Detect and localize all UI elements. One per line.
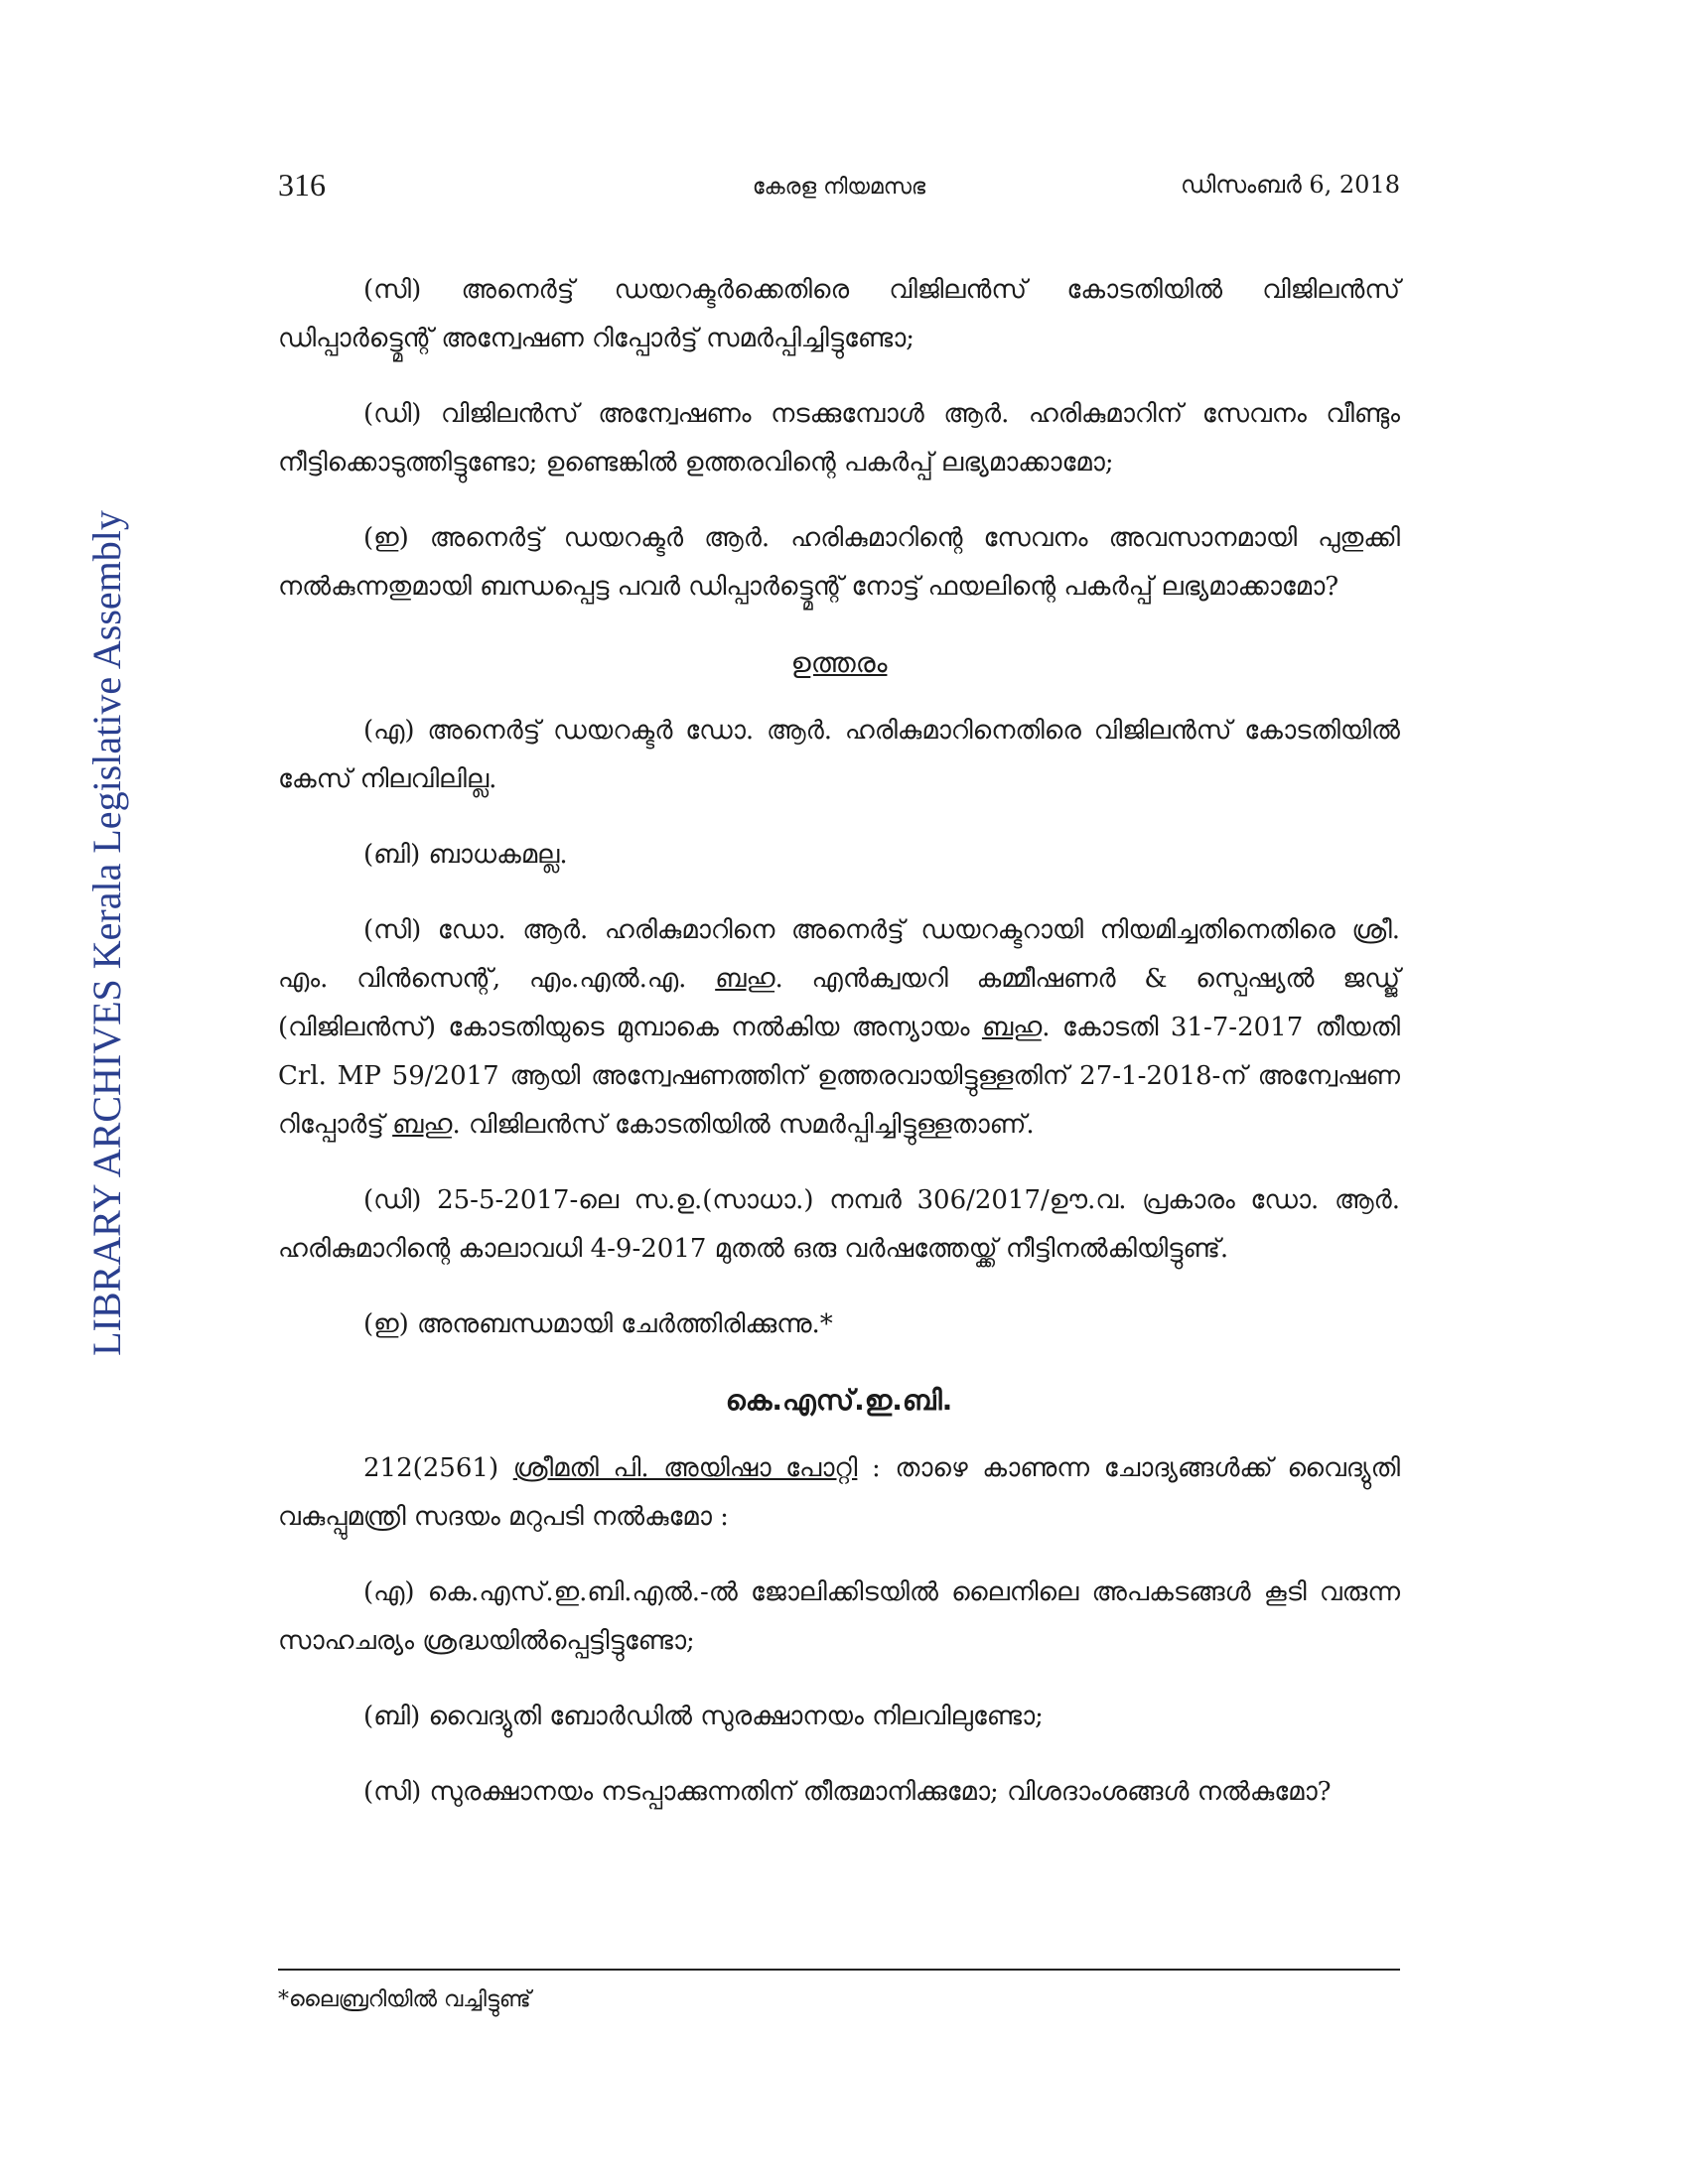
archive-watermark: LIBRARY ARCHIVES Kerala Legislative Assembly <box>84 510 129 1356</box>
answer-heading: ഉത്തരം <box>790 646 888 679</box>
answer-c-text-2: . എൻക്വയറി കമ്മീഷണർ & സ്പെഷ്യൽ ജഡ്ജ് (വിജിലൻസ്) കോടതിയുടെ മുമ്പാകെ നൽകിയ അന്യായം <box>278 964 1400 1042</box>
answer-part-b: (ബി) ബാധകമല്ല. <box>363 840 568 870</box>
page-body <box>278 266 1400 1843</box>
honorific-3: ബഹു <box>392 1110 453 1140</box>
section-heading: കെ.എസ്.ഇ.ബി. <box>725 1384 953 1417</box>
page-header <box>278 167 1400 216</box>
answer-part-c <box>278 906 1400 1150</box>
answer-c-text-3: . കോടതി 31-7-2017 തീയതി Crl. MP 59/2017 ആയി അന്വേഷണത്തിന് ഉത്തരവായിട്ടുള്ളതിന് 27-1-2018-ന് അന്വേഷണ റിപ്പോർട്ട് <box>278 1013 1400 1140</box>
answer-part-d: (ഡി) 25-5-2017-ലെ സ.ഉ.(സാധാ.) നമ്പർ 306/2017/ഊ.വ. പ്രകാരം ഡോ. ആർ. ഹരികുമാറിന്റെ കാലാവധി 4-9-2017 മുതൽ ഒരു വർഷത്തേയ്ക്ക് നീട്ടിനൽകിയിട്ടുണ്ട്. <box>278 1185 1400 1264</box>
answer-part-a: (എ) അനെർട്ട് ഡയറക്ടർ ഡോ. ആർ. ഹരികുമാറിനെതിരെ വിജിലൻസ് കോടതിയിൽ കേസ് നിലവിലില്ല. <box>278 716 1400 794</box>
question-part-d: (ഡി) വിജിലൻസ് അന്വേഷണം നടക്കുമ്പോൾ ആർ. ഹരികുമാറിന് സേവനം വീണ്ടും നീട്ടിക്കൊടുത്തിട്ടുണ്ടോ; ഉണ്ടെങ്കിൽ ഉത്തരവിന്റെ പകർപ്പ് ലഭ്യമാക്കാമോ; <box>278 399 1400 478</box>
question-part-e: (ഇ) അനെർട്ട് ഡയറക്ടർ ആർ. ഹരികുമാറിന്റെ സേവനം അവസാനമായി പുതുക്കി നൽകുന്നതുമായി ബന്ധപ്പെട്ട പവർ ഡിപ്പാർട്ട്മെന്റ് നോട്ട് ഫയലിന്റെ പകർപ്പ് ലഭ്യമാക്കാമോ? <box>278 523 1400 602</box>
answer-c-text-1: (സി) ഡോ. ആർ. ഹരികുമാറിനെ അനെർട്ട് ഡയറക്ടറായി നിയമിച്ചതിനെതിരെ ശ്രീ. എം. വിൻസെന്റ്, എം.എൽ.എ. <box>278 915 1400 994</box>
question-text: : താഴെ കാണുന്ന ചോദ്യങ്ങൾക്ക് വൈദ്യുതി വകുപ്പുമന്ത്രി സദയം മറുപടി നൽകുമോ : <box>278 1453 1400 1532</box>
answer-part-e: (ഇ) അനുബന്ധമായി ചേർത്തിരിക്കുന്നു.* <box>363 1309 833 1339</box>
question-part-c: (സി) അനെർട്ട് ഡയറക്ടർക്കെതിരെ വിജിലൻസ് കോടതിയിൽ വിജിലൻസ് ഡിപ്പാർട്ട്മെന്റ് അന്വേഷണ റിപ്പോർട്ട് സമർപ്പിച്ചിട്ടുണ്ടോ; <box>278 275 1400 353</box>
page-number: 316 <box>278 167 326 203</box>
honorific-2: ബഹു <box>981 1013 1043 1042</box>
running-title: കേരള നിയമസഭ <box>752 175 926 200</box>
question-212-part-c: (സി) സുരക്ഷാനയം നടപ്പാക്കുന്നതിന് തീരുമാനിക്കുമോ; വിശദാംശങ്ങൾ നൽകുമോ? <box>363 1777 1332 1807</box>
honorific-1: ബഹു <box>715 964 775 994</box>
header-date: ഡിസംബർ 6, 2018 <box>1181 171 1400 199</box>
question-212-part-b: (ബി) വൈദ്യുതി ബോർഡിൽ സുരക്ഷാനയം നിലവിലുണ്ടോ; <box>363 1702 1044 1731</box>
answer-c-text-4: . വിജിലൻസ് കോടതിയിൽ സമർപ്പിച്ചിട്ടുള്ളതാണ്. <box>452 1110 1035 1140</box>
footnote: *ലൈബ്രറിയിൽ വച്ചിട്ടുണ്ട് <box>278 1987 531 2012</box>
footnote-divider <box>278 1969 1400 1971</box>
member-name: ശ്രീമതി പി. അയിഷാ പോറ്റി <box>512 1453 858 1483</box>
question-212 <box>278 1444 1400 1542</box>
question-number: 212(2561) <box>363 1453 513 1483</box>
question-212-part-a: (എ) കെ.എസ്.ഇ.ബി.എൽ.-ൽ ജോലിക്കിടയിൽ ലൈനിലെ അപകടങ്ങൾ കൂടി വരുന്ന സാഹചര്യം ശ്രദ്ധയിൽപ്പെട്ടിട്ടുണ്ടോ; <box>278 1577 1400 1656</box>
